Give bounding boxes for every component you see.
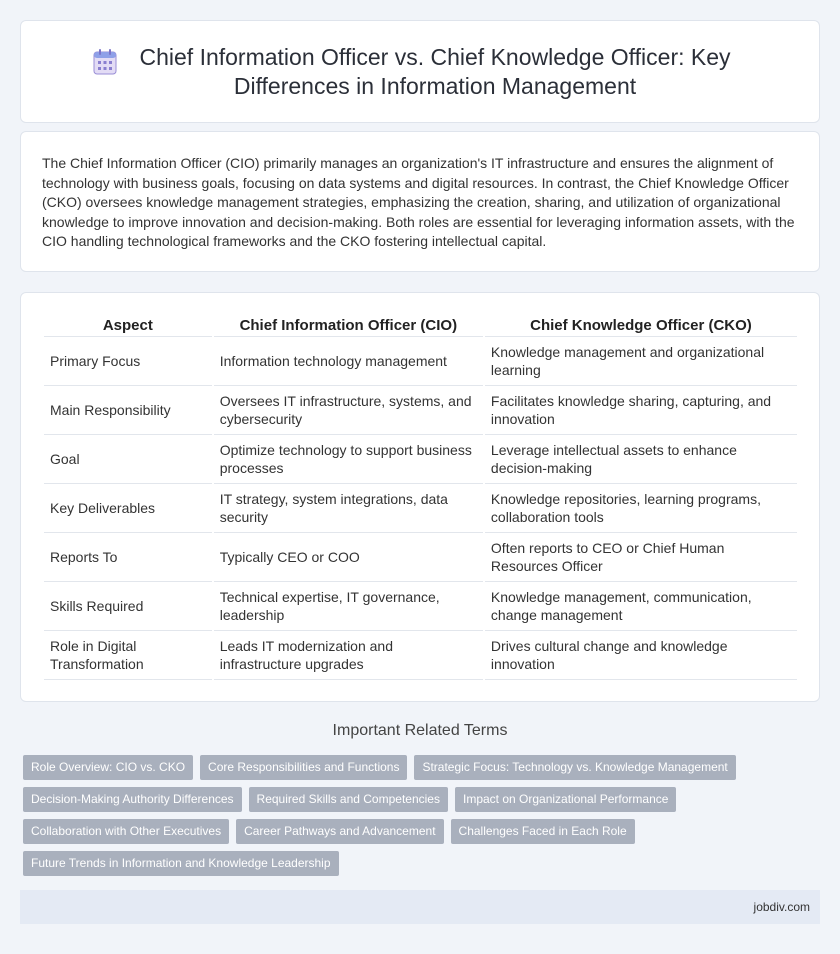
cell-cio: Optimize technology to support business processes — [214, 435, 483, 484]
intro-paragraph: The Chief Information Officer (CIO) primarily manages an organization's IT infrastructure and ensures the alignment of technology with business goals, focusing on data systems and digital resources. In contrast, the Chief Knowledge Officer (CKO) oversees knowledge management strategies, emphasizing the creation, sharing, and utilization of organizational knowledge to improve innovation and decision-making. Both roles are essential for leveraging information assets, with the CIO handling technological frameworks and the CKO fostering intellectual capital. — [42, 155, 795, 250]
related-term-tag[interactable]: Impact on Organizational Performance — [455, 787, 676, 812]
table-row — [44, 435, 797, 484]
cell-cko: Leverage intellectual assets to enhance decision-making — [485, 435, 797, 484]
related-term-tag[interactable]: Career Pathways and Advancement — [236, 819, 443, 844]
cell-aspect: Role in Digital Transformation — [44, 631, 212, 680]
header-aspect: Aspect — [44, 314, 212, 337]
comparison-table — [42, 314, 799, 680]
related-term-tag[interactable]: Decision-Making Authority Differences — [23, 787, 242, 812]
related-term-tag[interactable]: Strategic Focus: Technology vs. Knowledge Management — [414, 755, 735, 780]
related-term-tag[interactable]: Challenges Faced in Each Role — [451, 819, 635, 844]
related-term-tag[interactable]: Required Skills and Competencies — [249, 787, 448, 812]
cell-cio: IT strategy, system integrations, data security — [214, 484, 483, 533]
related-terms-title: Important Related Terms — [332, 722, 508, 739]
cell-cio: Information technology management — [214, 337, 483, 386]
header-cko: Chief Knowledge Officer (CKO) — [485, 314, 797, 337]
table-row — [44, 533, 797, 582]
cell-cio: Technical expertise, IT governance, leadership — [214, 582, 483, 631]
cell-aspect: Primary Focus — [44, 337, 212, 386]
table-row — [44, 386, 797, 435]
intro-card — [20, 131, 820, 272]
page-title: Chief Information Officer vs. Chief Knowledge Officer: Key Differences in Information Management — [139, 44, 731, 99]
table-row — [44, 631, 797, 680]
footer-site-link[interactable]: jobdiv.com — [753, 900, 810, 914]
cell-aspect: Main Responsibility — [44, 386, 212, 435]
title-card — [20, 20, 820, 123]
table-row — [44, 582, 797, 631]
related-term-tag[interactable]: Role Overview: CIO vs. CKO — [23, 755, 193, 780]
cell-cko: Knowledge repositories, learning programs, collaboration tools — [485, 484, 797, 533]
cell-cko: Drives cultural change and knowledge innovation — [485, 631, 797, 680]
related-term-tag[interactable]: Core Responsibilities and Functions — [200, 755, 407, 780]
cell-cko: Facilitates knowledge sharing, capturing, and innovation — [485, 386, 797, 435]
cell-cko: Often reports to CEO or Chief Human Resources Officer — [485, 533, 797, 582]
footer — [20, 890, 820, 924]
cell-cio: Oversees IT infrastructure, systems, and cybersecurity — [214, 386, 483, 435]
cell-aspect: Goal — [44, 435, 212, 484]
related-term-tag[interactable]: Collaboration with Other Executives — [23, 819, 229, 844]
cell-cko: Knowledge management and organizational learning — [485, 337, 797, 386]
table-row — [44, 484, 797, 533]
related-terms-list — [23, 755, 813, 883]
cell-cio: Typically CEO or COO — [214, 533, 483, 582]
comparison-card — [20, 292, 820, 702]
related-term-tag[interactable]: Future Trends in Information and Knowledge Leadership — [23, 851, 339, 876]
table-header-row — [44, 314, 797, 337]
cell-aspect: Reports To — [44, 533, 212, 582]
cell-cio: Leads IT modernization and infrastructure upgrades — [214, 631, 483, 680]
cell-aspect: Key Deliverables — [44, 484, 212, 533]
cell-cko: Knowledge management, communication, change management — [485, 582, 797, 631]
header-cio: Chief Information Officer (CIO) — [214, 314, 483, 337]
cell-aspect: Skills Required — [44, 582, 212, 631]
table-row — [44, 337, 797, 386]
